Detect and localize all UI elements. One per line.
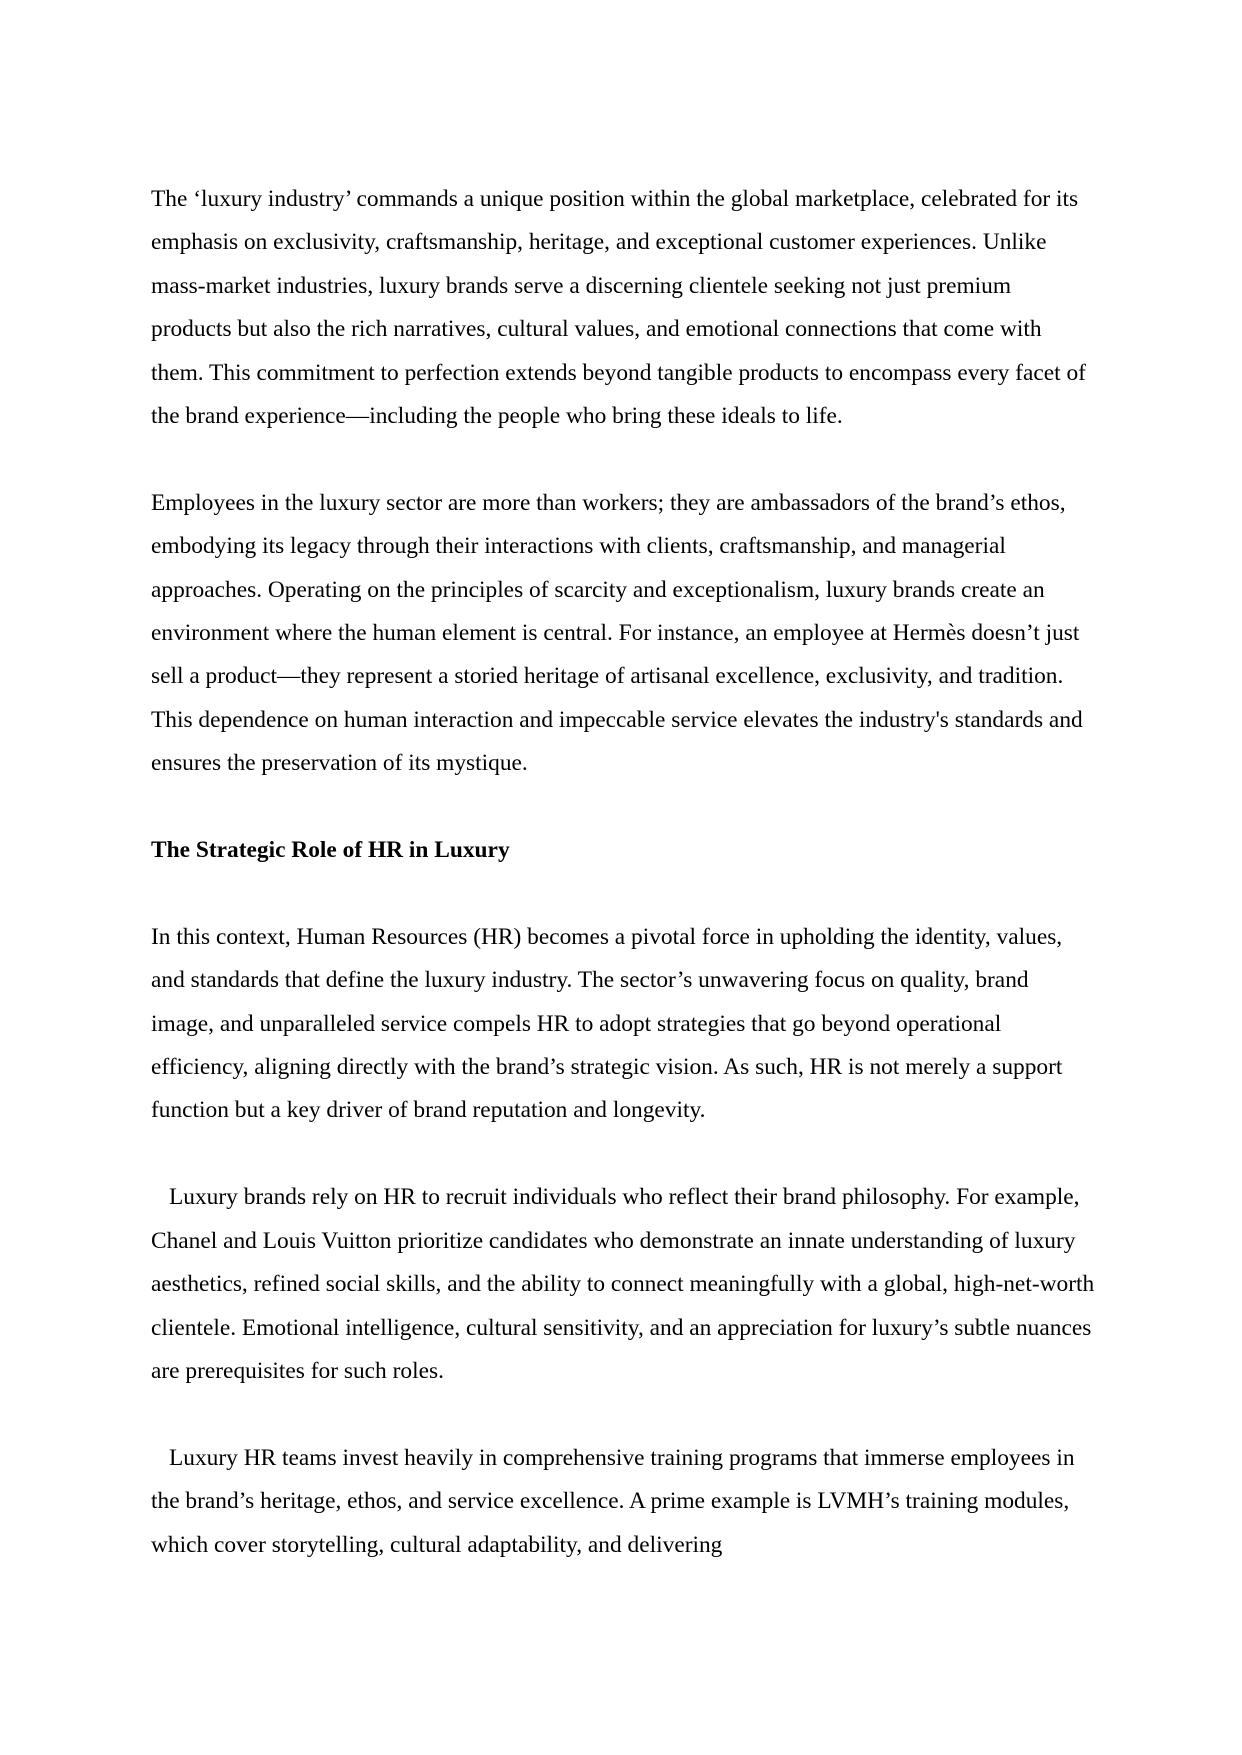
paragraph-spacer	[151, 786, 1096, 829]
document-body	[151, 178, 1096, 1567]
paragraph-employees: Employees in the luxury sector are more than workers; they are ambassadors of the brand’s ethos, embodying its legacy through their interactions with clients, craftsmanship, and managerial approaches. Operating on the principles of scarcity and exceptionalism, luxury brands create an environment where the human element is central. For instance, an employee at Hermès doesn’t just sell a product—they represent a storied heritage of artisanal excellence, exclusivity, and tradition. This dependence on human interaction and impeccable service elevates the industry's standards and ensures the preservation of its mystique.	[151, 489, 1083, 777]
paragraph-spacer	[151, 438, 1096, 481]
paragraph-spacer	[151, 1393, 1096, 1436]
section-heading: The Strategic Role of HR in Luxury	[151, 837, 510, 864]
paragraph-intro: The ‘luxury industry’ commands a unique position within the global marketplace, celebrated for its emphasis on exclusivity, craftsmanship, heritage, and exceptional customer experiences. Unlike mass-market industries, luxury brands serve a discerning clientele seeking not just premium products but also the rich narratives, cultural values, and emotional connections that come with them. This commitment to perfection extends beyond tangible products to encompass every facet of the brand experience—including the people who bring these ideals to life.	[151, 186, 1086, 430]
paragraph-spacer	[151, 1133, 1096, 1176]
paragraph-training: Luxury HR teams invest heavily in comprehensive training programs that immerse employees in the brand’s heritage, ethos, and service excellence. A prime example is LVMH’s training modules, which cover storytelling, cultural adaptability, and delivering	[151, 1444, 1075, 1558]
paragraph-spacer	[151, 872, 1096, 915]
paragraph-hr-context: In this context, Human Resources (HR) becomes a pivotal force in upholding the identity, values, and standards that define the luxury industry. The sector’s unwavering focus on quality, brand image, and unparalleled service compels HR to adopt strategies that go beyond operational efficiency, aligning directly with the brand’s strategic vision. As such, HR is not merely a support function but a key driver of brand reputation and longevity.	[151, 923, 1063, 1124]
paragraph-recruitment: Luxury brands rely on HR to recruit individuals who reflect their brand philosophy. For example, Chanel and Louis Vuitton prioritize candidates who demonstrate an innate understanding of luxury aesthetics, refined social skills, and the ability to connect meaningfully with a global, high-net-worth clientele. Emotional intelligence, cultural sensitivity, and an appreciation for luxury’s subtle nuances are prerequisites for such roles.	[151, 1184, 1095, 1384]
